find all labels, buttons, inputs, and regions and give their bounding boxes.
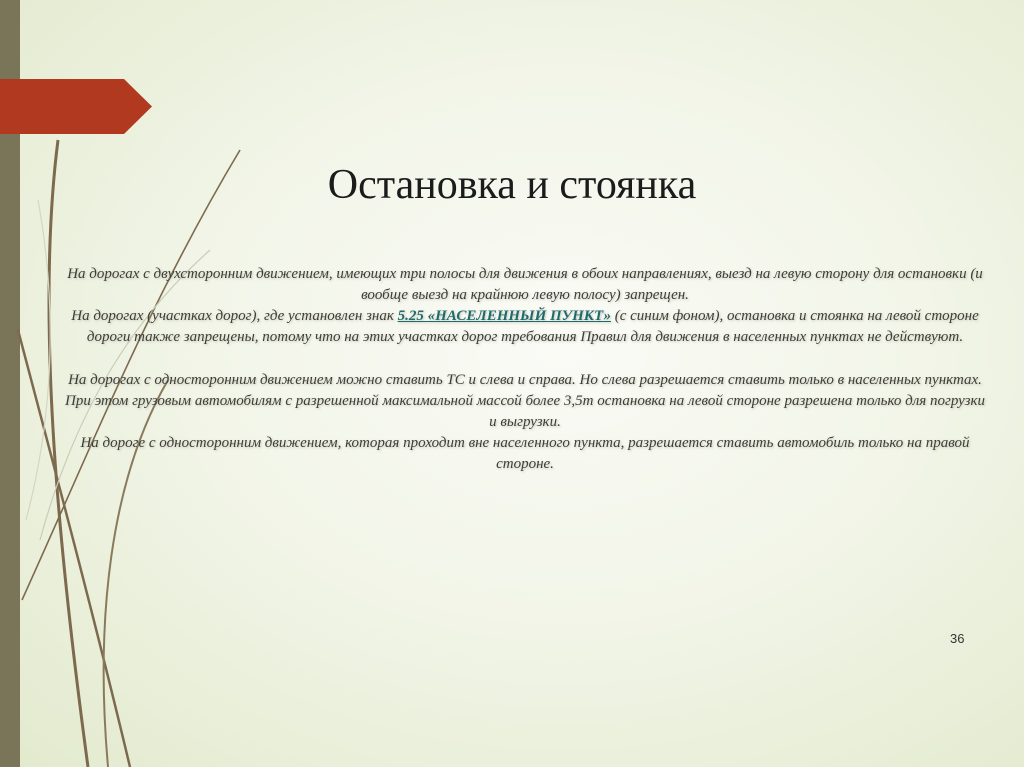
paragraph-gap [60,348,990,370]
paragraph-settlement-sign [60,306,990,348]
sign-5-25-link[interactable]: 5.25 «НАСЕЛЕННЫЙ ПУНКТ» [397,308,611,324]
paragraph-two-way-roads: На дорогах с двухсторонним движением, имеющих три полосы для движения в обоих направлениях, выезд на левую сторону для остановки (и вообще выезд на крайнюю левую полосу) запрещен. [67,266,983,303]
paragraph-one-way-roads: На дорогах с односторонним движением можно ставить ТС и слева и справа. Но слева разрешается ставить только в населенных пунктах. При этом грузовым автомобилям с разрешенной максимальной массой более 3,5т остановка на левой стороне разрешена только для погрузки и выгрузки. [65,372,985,430]
paragraph-text-before-link: На дорогах (участках дорог), где установлен знак [71,308,398,324]
paragraph-outside-settlement: На дороге с односторонним движением, которая проходит вне населенного пункта, разрешается ставить автомобиль только на правой стороне. [80,435,970,472]
slide-body [60,264,990,475]
slide-title: Остановка и стоянка [327,162,697,208]
paragraph-text-after-link: (с синим фоном), остановка и стоянка на левой стороне дороги также запрещены, потому что на этих участках дорог требования Правил для движения в населенных пунктах не действуют. [86,308,979,345]
slide-number: 36 [950,631,965,646]
